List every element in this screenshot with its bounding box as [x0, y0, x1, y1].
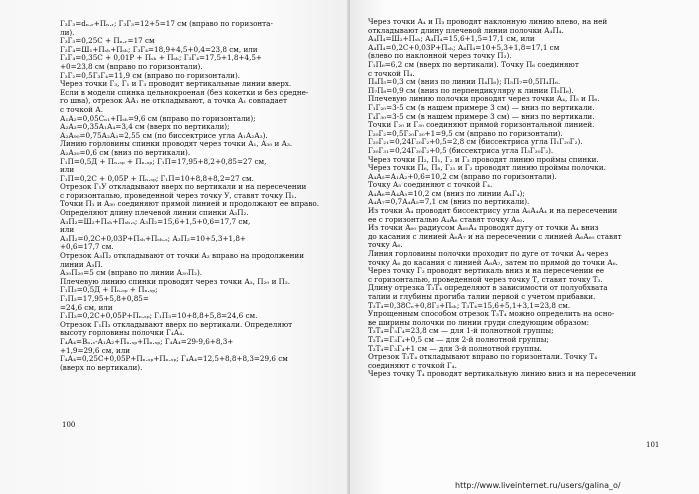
text-line: А₂А₃₀=0,6 см (вниз по вертикали).: [60, 148, 191, 157]
text-line: Линия горловины полочки проходит по дуге от точки А₄ через: [368, 250, 609, 259]
text-line: Линию горловины спинки проводят через точки А₁, А₃₀ и А₃.: [60, 140, 293, 149]
text-line: талии и глубины прогиба талии первой с учетом прибавки.: [368, 293, 596, 301]
text-line: до касания с линией А₆А₇ и на пересечении с линией А₆А₆₀ ставят: [368, 232, 622, 241]
text-line: Г₂₀Г₂=0,5Г₂₀Г₃₀+1=9,5 см (вправо по горизонтали).: [368, 129, 563, 138]
text-line: с горизонталью, проведенной через точку Т, ставят точку Т₃.: [368, 275, 603, 284]
text-line: Г₃Г₄=Ш₁+Пₛₕ+Пₛₕ; Г₃Г₄=18,9+4,5+0,4=23,8 см, или: [60, 45, 258, 54]
text-line: ли).: [60, 28, 75, 37]
text-line: Т₃Т₄=Г₃Г₄=23,8 см — для 1-й полнотной группы;: [368, 327, 554, 336]
text-line: или: [60, 226, 75, 235]
text-line: Т₃Т₄=Г₃Г₄+0,5 см — для 2-й полнотной группы;: [368, 335, 549, 344]
text-line: с горизонталью, проведенной через точку У, ставят точку П₁.: [60, 191, 297, 200]
text-line: А₃П₂=0,2С+0,03Р+Пₛₕ+Пₛₕ.ₛ; А₃П₂=10+5,3+1,8+: [60, 234, 246, 243]
text-line: Отрезок Г₁П₃ откладывают вверх по вертикали. Определяют: [60, 320, 293, 329]
text-line: точку А₆.: [368, 241, 403, 250]
text-line: Г₃Г₃=0,25С + Пₙ.ᵣ=17 см: [60, 37, 155, 46]
text-line: или: [60, 166, 75, 175]
text-line: А₂А₃=0,35А₁А₄=3,4 см (вверх по вертикали);: [60, 123, 230, 132]
text-line: точку А₆ до касания с линией А₆А₇, затем по прямой до точки А₆.: [368, 258, 618, 267]
text-line: А₄П₄=0,2С+0,03Р+Пₛₕ; А₄П₄=10+5,3+1,8=17,1 см: [368, 43, 560, 52]
text-line: А₃₀П₂₀=5 см (вправо по линии А₃₀П₂).: [60, 269, 203, 278]
text-line: Г₁П₃=0,5Д + Пₙ.ₛₚ + Пₙ.ₛₚ;: [60, 286, 158, 295]
text-line: соединяют с точкой Г₄.: [368, 361, 457, 370]
text-line: Длину отрезка Т₃Т₄ определяют в зависимости от полуобхвата: [368, 284, 608, 293]
text-line: Т₃Т₄=0,38Сₙ+0,8Г₂+Пₛₕ; Т₃Т₄=15,6+5,1+3,1=23,8 см.: [368, 301, 571, 310]
text-line: Точку А₅ соединяют с точкой Г₄.: [368, 181, 493, 190]
left-page-number: 100: [62, 421, 76, 429]
text-line: линии А₃П.: [60, 260, 103, 269]
right-page-number: 101: [646, 441, 660, 449]
text-line: Через точки А₄ и П₃ проводят наклонную линию влево, на ней: [368, 18, 608, 26]
text-line: высоту горловины полочки Г₄А₄.: [60, 329, 185, 338]
text-line: Г₂₀Г₂₁=0,24Г₂₀Г₂+0,5=2,8 см (биссектриса угла П₁Г₂₀Г₂).: [368, 138, 583, 147]
text-line: А₂А₉₀=0,75А₂А₃=2,55 см (по биссектрисе угла А₁А₂А₃).: [60, 131, 268, 140]
text-line: А₄А₇=0,7А₄А₅=7,1 см (вниз по вертикали).: [368, 198, 530, 207]
text-line: А₄А₅=А₁А₂+0,6=10,2 см (вправо по горизонтали).: [368, 172, 557, 181]
text-line: =24,6 см, или: [60, 303, 113, 312]
text-line: Упрощенным способом отрезок Т₃Т₄ можно определить на осно-: [368, 310, 615, 319]
text-line: Г₁П₆=6,2 см (вверх по вертикали). Точку П₆ соединяют: [368, 60, 579, 69]
text-line: П₇П₈=0,9 см (вниз по перпендикуляру к линии П₅П₆).: [368, 86, 574, 95]
text-line: +0=23,8 см (вправо по горизонтали).: [60, 62, 203, 71]
right-page: [350, 0, 699, 494]
source-url: http://www.liveinternet.ru/users/galina_o/: [455, 481, 621, 490]
text-line: Г₃₀Г₃₁=0,24Г₃₀Г₂+0,5 (биссектриса угла П₃Г₃₀Г₂).: [368, 146, 554, 155]
text-line: с точкой А.: [60, 105, 103, 114]
text-line: откладывают длину плечевой линии полочки А₄П₄.: [368, 26, 564, 35]
text-line: Г₄Г₃₀=3-5 см (в нашем примере 3 см) — вниз по вертикали.: [368, 112, 595, 121]
text-line: Г₄А₄=0,25С+0,05Р+Пₙ.ₛₚ+Пₙ.ₛₚ; Г₄А₄=12,5+8,8+8,3=29,6 см: [60, 355, 288, 364]
text-line: Г₁П=0,5Д + Пₙ.ₛₚ + Пₙ.ₛₚ; Г₁П=17,95+8,2+0,85=27 см,: [60, 157, 267, 166]
text-line: Через точки П₂, П₁, Г₂ и Г₃ проводят линию проймы спинки.: [368, 155, 599, 164]
text-line: Отрезок А₃П₂ откладывают от точки А₃ вправо на продолжении: [60, 252, 304, 261]
text-line: Через точку Т₄ проводят вертикальную линию вниз и на пересечении: [368, 370, 636, 379]
text-line: Т₃Т₄=Г₃Г₄+1 см — для 3-й полнотной группы.: [368, 344, 542, 353]
text-line: Если в модели спинка цельнокроеная (без кокетки и без средне-: [60, 88, 309, 97]
text-line: Плечевую линию полочки проводят через точки А₄, П₅ и П₆.: [368, 95, 600, 104]
text-line: А₁А₂=0,05Сₙ₁+Пₛₕ=9,6 см (вправо по горизонтали);: [60, 114, 256, 123]
text-line: го шва), отрезок АА₁ не откладывают, а точка А₁ совпадает: [60, 97, 287, 106]
text-line: П₄П₅=0,3 см (вниз по линии П₄П₆); П₅П₇=0,5П₄П₆.: [368, 78, 561, 87]
text-line: Отрезок Г₁У откладывают вверх по вертикали и на пересечении: [60, 183, 307, 192]
text-line: Точки Г₂₀ и Г₃₀ соединяют прямой горизонтальной линией.: [368, 121, 595, 130]
text-line: Г₄А₄=Вₙ.ₛ-А₁А₂+Пₙ.ₛₚ+Пₙ.ₛₚ; Г₄А₄=29-9,6+8,3+: [60, 337, 234, 346]
text-line: Из точки А₆₀ радиусом А₆₀А₄ проводят дугу от точки А₄ вниз: [368, 224, 599, 233]
text-line: Г₁Г₂₀=3-5 см (в нашем примере 3 см) — вниз по вертикали.: [368, 103, 595, 112]
text-line: Плечевую линию спинки проводят через точки А₃, П₂₀ и П₂.: [60, 277, 291, 286]
text-line: Г₁П=0,2С + 0,05Р + Пₙ.ₛₚ; Г₁П=10+8,8+8,2=27 см.: [60, 174, 254, 183]
text-line: Г₃Г₃=dₙ.ᵣ+Пₙ.ᵣ; Г₃Г₃=12+5=17 см (вправо по горизонта-: [60, 20, 273, 28]
text-line: (вверх по вертикали).: [60, 363, 143, 372]
text-line: Определяют длину плечевой линии спинки А₃П₂.: [60, 209, 249, 218]
text-line: Через точку Г₃ проводят вертикаль вниз и на пересечении ее: [368, 267, 604, 276]
text-line: с точкой П₄.: [368, 69, 415, 78]
text-line: Г₃Г₂=0,5Г₃Г₄=11,9 см (вправо по горизонтали).: [60, 71, 241, 80]
text-line: А₄А₆=А₄А₅=10,2 см (вниз по линии А₄Г₄);: [368, 189, 525, 198]
text-line: Г₁П₃=17,95+5,8+0,85=: [60, 295, 149, 303]
text-line: +0,6=17,7 см.: [60, 243, 114, 252]
right-page-text: [368, 18, 638, 379]
text-line: А₄П₄=Ш₂+Пₛₕ; А₄П₄=15,6+1,5=17,1 см, или: [368, 35, 535, 44]
text-line: Г₃Г₄=0,35С + 0,01Р + Пₛₕ + Пₛₕ; Г₃Г₄=17,5+1,8+4,5+: [60, 54, 262, 63]
text-line: Из точки А₄ проводят биссектрису угла А₆А₄А₄ и на пересечении: [368, 207, 618, 216]
text-line: Отрезок Т₃Т₄ откладывают вправо по горизонтали. Точку Т₄: [368, 353, 598, 362]
text-line: +1,9=29,6 см, или: [60, 346, 131, 355]
text-line: ве ширины полочки по линии груди следующим образом:: [368, 318, 589, 327]
text-line: Г₁П₃=0,2С+0,05Р+Пₙ.ₛₚ; Г₁П₃=10+8,8+5,8=24,6 см.: [60, 312, 258, 321]
text-line: Через точки П₆, П₈, Г₃₁ и Г₂ проводят линию проймы полочки.: [368, 164, 606, 173]
text-line: Точки П₁ и А₃₀ соединяют прямой линией и продолжают ее вправо.: [60, 200, 319, 209]
left-page-text: [60, 20, 330, 372]
text-line: Через точки Г₃, Г₁ и Г₃ проводят вертикальные линии вверх.: [60, 80, 292, 89]
text-line: А₃П₂=Ш₂+Пₛₕ+Пₛₕ.ₛ; А₃П₂=15,6+1,5+0,6=17,7 см,: [60, 217, 251, 226]
text-line: (влево по наклонной через точку П₃).: [368, 52, 512, 61]
text-line: ее с горизонталью А₄А₆ ставят точку А₆₀.: [368, 215, 525, 224]
